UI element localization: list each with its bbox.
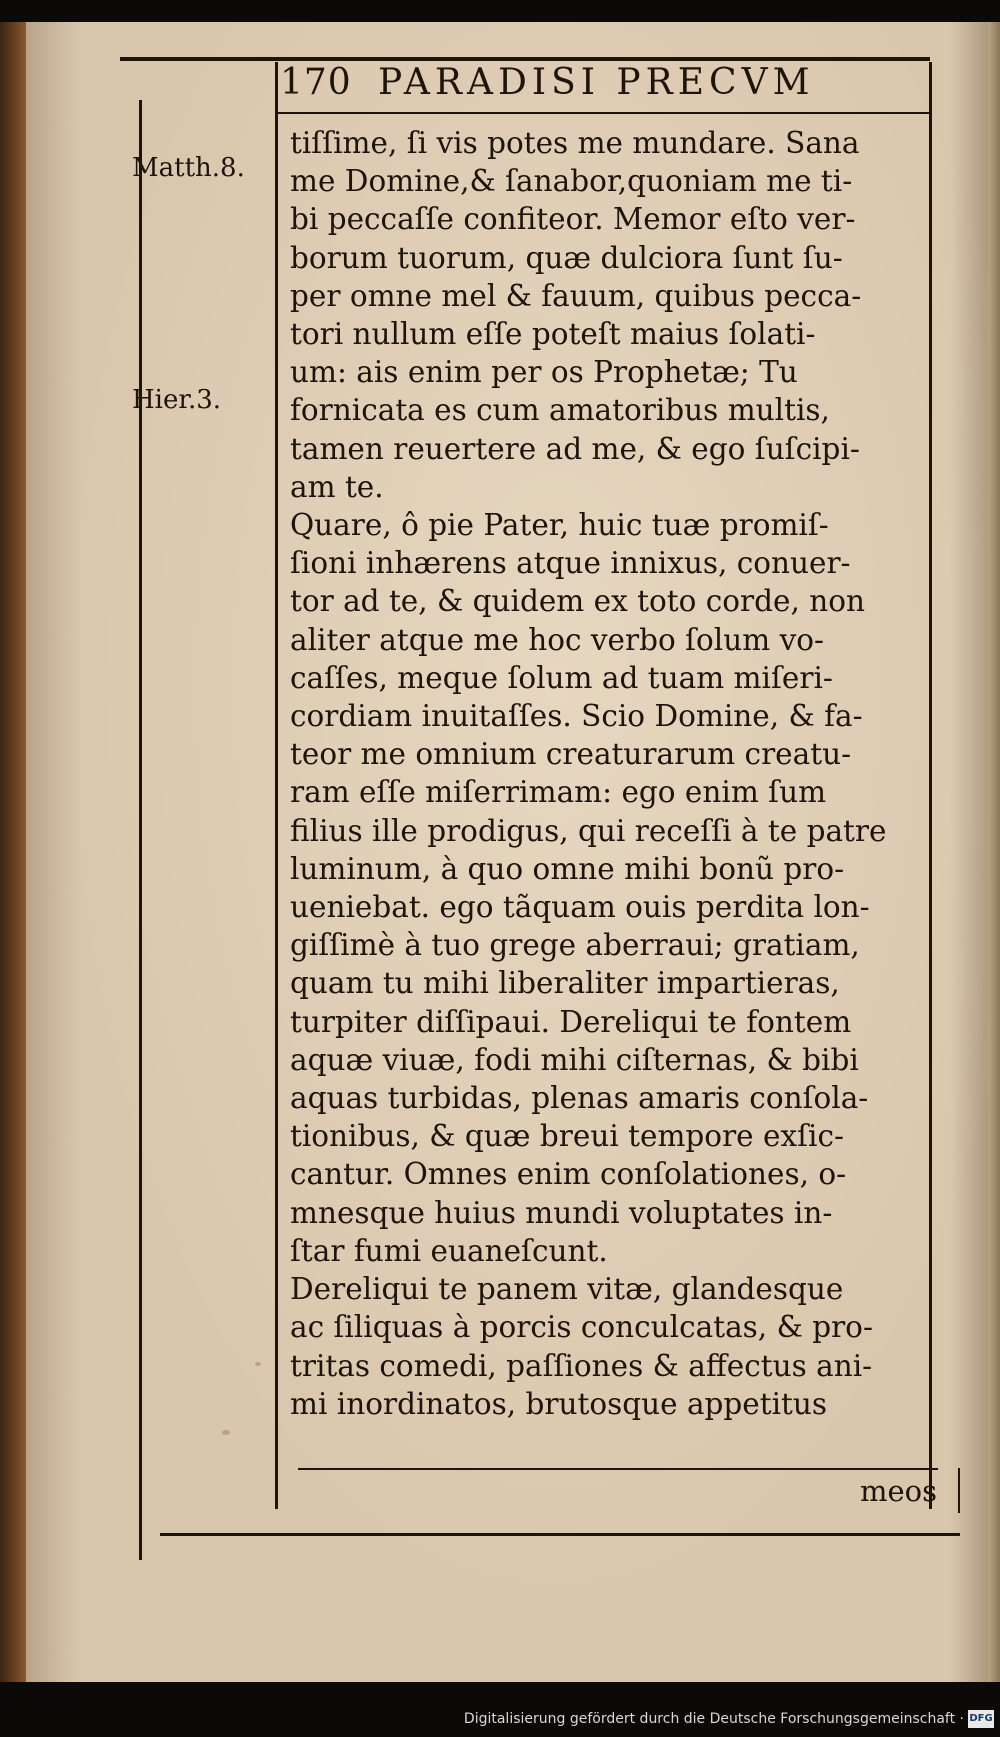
text-line: tionibus, & quæ breui tempore exſic- [290, 1119, 844, 1154]
marginal-reference: Hier.3. [132, 385, 222, 415]
text-line: ram eſſe miſerrimam: ego enim ſum [290, 775, 827, 810]
text-line: tori nullum eſſe poteſt maius ſolati- [290, 317, 816, 352]
text-line: tiſſime, ſi vis potes me mundare. Sana [290, 126, 860, 160]
text-line: mnesque huius mundi voluptates in- [290, 1195, 833, 1230]
foxing-spot [222, 1430, 230, 1435]
footer-rule [160, 1533, 960, 1536]
text-line: um: ais enim per os Prophetæ; Tu [290, 355, 798, 390]
dfg-logo-icon: DFG [968, 1710, 994, 1728]
text-line: ac ſiliquas à porcis conculcatas, & pro- [290, 1310, 873, 1345]
text-line: Quare, ô pie Pater, huic tuæ promiſ- [290, 508, 829, 543]
text-line: caſſes, meque ſolum ad tuam miſeri- [290, 660, 833, 695]
text-line: am te. [290, 469, 384, 504]
text-line: tritas comedi, paſſiones & affectus ani- [290, 1348, 873, 1383]
header-bottom-rule [275, 112, 930, 114]
funding-notice: Digitalisierung gefördert durch die Deutsche Forschungsgemeinschaft · [463, 1711, 964, 1727]
page-edge [988, 22, 1000, 1682]
marginal-reference: Matth.8. [132, 153, 245, 183]
page-number: 170 [280, 62, 352, 103]
digitization-footer [0, 1704, 1000, 1737]
body-text [290, 124, 930, 1423]
text-line: me Domine,& ſanabor,quoniam me ti- [290, 164, 853, 199]
text-line: bi peccaſſe confiteor. Memor eſto ver- [290, 202, 856, 237]
text-line: tamen reuertere ad me, & ego ſuſcipi- [290, 431, 860, 466]
running-head [280, 62, 920, 112]
catchline-right-rule [958, 1468, 960, 1513]
text-line: fornicata es cum amatoribus multis, [290, 393, 830, 428]
foxing-spot [255, 1362, 261, 1366]
text-line: cantur. Omnes enim conſolationes, o- [290, 1157, 847, 1192]
text-line: per omne mel & fauum, quibus pecca- [290, 278, 862, 313]
text-line: aquas turbidas, plenas amaris conſola- [290, 1081, 869, 1116]
text-line: turpiter diſſipaui. Dereliqui te fontem [290, 1004, 852, 1039]
header-top-rule [120, 57, 930, 61]
text-line: teor me omnium creaturarum creatu- [290, 737, 852, 772]
catchword: meos [860, 1474, 938, 1508]
text-line: mi inordinatos, brutosque appetitus [290, 1386, 828, 1421]
text-line: quam tu mihi liberaliter impartieras, [290, 966, 840, 1001]
text-bottom-rule [298, 1468, 938, 1470]
text-line: ueniebat. ego tãquam ouis perdita lon- [290, 890, 870, 925]
text-left-rule [275, 62, 278, 1509]
text-line: aliter atque me hoc verbo ſolum vo- [290, 622, 824, 657]
text-line: borum tuorum, quæ dulciora ſunt ſu- [290, 240, 843, 275]
binding-edge [0, 22, 26, 1682]
text-line: tor ad te, & quidem ex toto corde, non [290, 584, 865, 619]
text-line: cordiam inuitaſſes. Scio Domine, & fa- [290, 699, 863, 734]
margin-outer-rule [139, 100, 142, 1560]
text-line: ſioni inhærens atque innixus, conuer- [290, 546, 851, 581]
text-line: filius ille prodigus, qui receſſi à te patre [290, 813, 887, 848]
text-line: luminum, à quo omne mihi bonũ pro- [290, 851, 845, 886]
text-line: ſtar fumi euaneſcunt. [290, 1233, 608, 1268]
text-line: giſſimè à tuo grege aberraui; gratiam, [290, 928, 860, 963]
running-title: PARADISI PRECVM [378, 62, 815, 103]
text-line: aquæ viuæ, fodi mihi ciſternas, & bibi [290, 1042, 859, 1077]
text-line: Dereliqui te panem vitæ, glandesque [290, 1272, 844, 1307]
